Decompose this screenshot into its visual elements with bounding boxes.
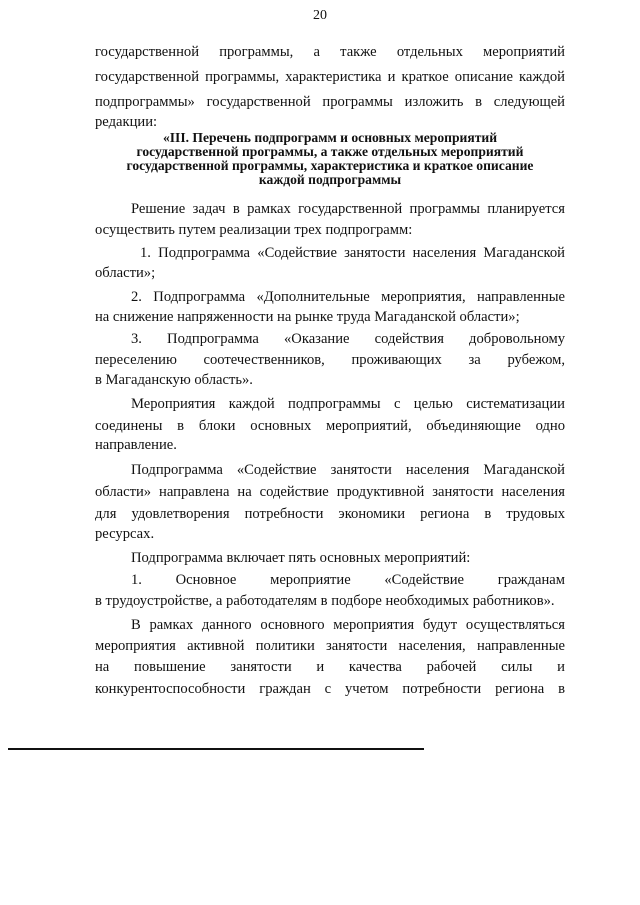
paragraph-2-line-2: соединены в блоки основных мероприятий, объединяющие одно [95,418,565,434]
section-heading-line-2: государственной программы, а также отдельных мероприятий [136,144,524,159]
paragraph-3-line-2: области» направлена на содействие продуктивной занятости населения [95,484,565,500]
subprogram-3-line-3: в Магаданскую область». [95,372,253,388]
intro-line-1: государственной программы, а также отдельных мероприятий [95,44,565,60]
paragraph-1-line-1: Решение задач в рамках государственной программы планируется [131,201,565,217]
subprogram-1-line-2: области»; [95,265,156,281]
paragraph-1-line-2: осуществить путем реализации трех подпрограмм: [95,222,413,238]
paragraph-3-line-4: ресурсах. [95,526,155,542]
subprogram-1-line-1: 1. Подпрограмма «Содействие занятости населения Магаданской [140,245,565,261]
subprogram-3-line-1: 3. Подпрограмма «Оказание содействия добровольному [131,331,565,347]
footnote-separator [8,748,424,750]
measure-1-line-1: 1. Основное мероприятие «Содействие гражданам [131,572,565,588]
intro-line-4: редакции: [95,114,158,130]
paragraph-4: Подпрограмма включает пять основных мероприятий: [131,550,471,566]
paragraph-2-line-3: направление. [95,437,177,453]
paragraph-3-line-3: для удовлетворения потребности экономики региона в трудовых [95,506,565,522]
paragraph-5-line-2: мероприятия активной политики занятости населения, направленные [95,638,565,654]
section-heading-line-4: каждой подпрограммы [258,172,402,187]
section-heading-line-1: «III. Перечень подпрограмм и основных мероприятий [162,130,498,145]
page-number: 20 [313,8,327,23]
intro-line-3: подпрограммы» государственной программы изложить в следующей [95,94,565,110]
section-heading-line-3: государственной программы, характеристика и краткое описание [126,158,534,173]
paragraph-3-line-1: Подпрограмма «Содействие занятости населения Магаданской [131,462,565,478]
intro-line-2: государственной программы, характеристика и краткое описание каждой [95,69,565,85]
paragraph-5-line-4: конкурентоспособности граждан с учетом потребности региона в [95,681,565,697]
paragraph-5-line-1: В рамках данного основного мероприятия будут осуществляться [131,617,565,633]
measure-1-line-2: в трудоустройстве, а работодателям в подборе необходимых работников». [95,593,555,609]
subprogram-2-line-2: на снижение напряженности на рынке труда Магаданской области»; [95,309,520,325]
paragraph-5-line-3: на повышение занятости и качества рабочей силы и [95,659,565,675]
subprogram-3-line-2: переселению соотечественников, проживающих за рубежом, [95,352,565,368]
subprogram-2-line-1: 2. Подпрограмма «Дополнительные мероприятия, направленные [131,289,565,305]
paragraph-2-line-1: Мероприятия каждой подпрограммы с целью систематизации [131,396,565,412]
